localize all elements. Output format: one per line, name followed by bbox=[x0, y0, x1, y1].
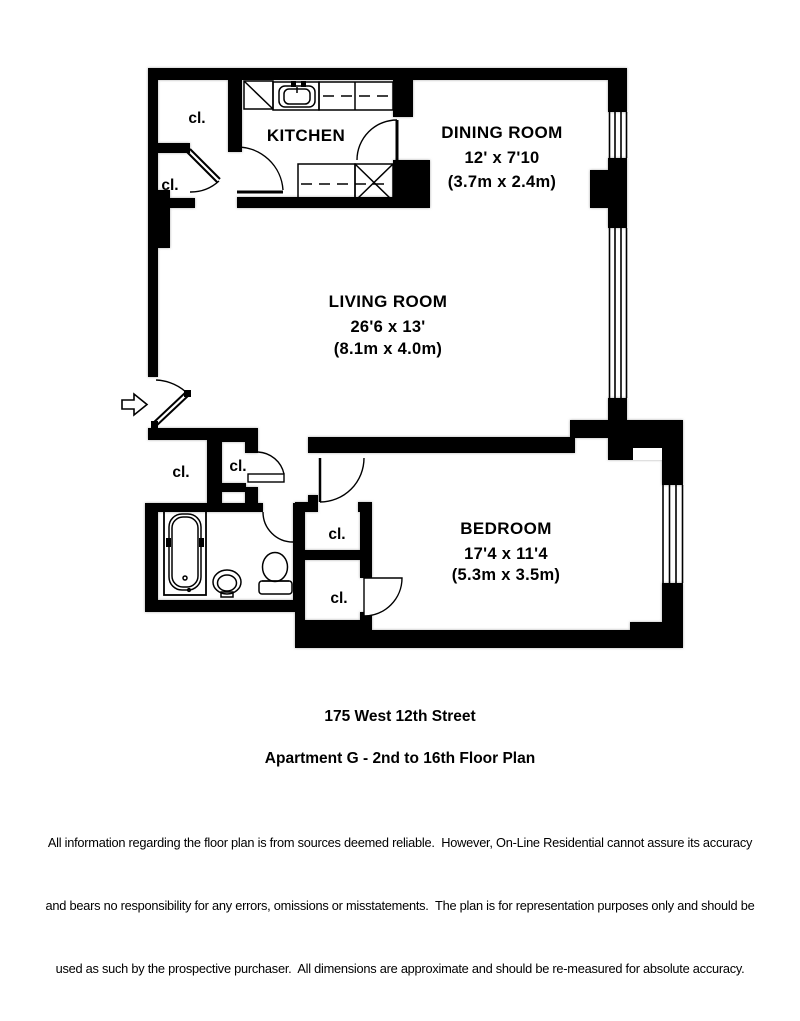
kitchen-dining-door bbox=[357, 120, 397, 160]
cabinet-diagonal bbox=[244, 81, 273, 109]
disclaimer-line-2: and bears no responsibility for any errors, omissions or misstatements. The plan is for representation purposes only and should be bbox=[45, 898, 755, 913]
disclaimer-line-3: used as such by the prospective purchaser. All dimensions are approximate and should be re-measured for absolute accuracy. bbox=[55, 961, 745, 976]
window-dining bbox=[610, 112, 627, 158]
living-dims-m: (8.1m x 4.0m) bbox=[333, 340, 443, 358]
wall-notch bbox=[633, 448, 662, 460]
dining-dims-m: (3.7m x 2.4m) bbox=[447, 173, 557, 191]
closet-label-foyer-1: cl. bbox=[172, 464, 190, 481]
disclaimer bbox=[12, 790, 788, 1021]
kitchen-label: KITCHEN bbox=[266, 126, 346, 145]
closet-bifold-door bbox=[187, 149, 220, 192]
foyer-closet-door bbox=[248, 452, 284, 482]
toilet-icon bbox=[259, 553, 292, 595]
bathroom-door bbox=[263, 512, 293, 542]
closet-label-foyer-2: cl. bbox=[229, 458, 247, 475]
entry-door bbox=[151, 380, 191, 428]
bedroom-dims-m: (5.3m x 3.5m) bbox=[451, 566, 561, 584]
closet-label-top-1: cl. bbox=[188, 110, 206, 127]
window-living bbox=[610, 228, 627, 398]
closet-label-bed-2: cl. bbox=[330, 590, 348, 607]
plan-title: Apartment G - 2nd to 16th Floor Plan bbox=[264, 750, 536, 767]
living-label: LIVING ROOM bbox=[328, 292, 448, 311]
bathtub-icon bbox=[164, 509, 206, 595]
window-bedroom bbox=[663, 485, 683, 583]
address: 175 West 12th Street bbox=[324, 708, 476, 725]
disclaimer-line-1: All information regarding the floor plan is from sources deemed reliable. However, On-Line Residential cannot assure its accuracy bbox=[47, 835, 753, 850]
dining-dims-ft: 12' x 7'10 bbox=[464, 149, 540, 167]
kitchen-counter-bottom bbox=[298, 164, 390, 201]
kitchen-sink bbox=[273, 81, 319, 110]
bedroom-label: BEDROOM bbox=[460, 519, 552, 538]
living-dims-ft: 26'6 x 13' bbox=[350, 318, 426, 336]
bedroom-closet-door bbox=[364, 578, 402, 616]
kitchen-door bbox=[237, 147, 283, 192]
bedroom-door bbox=[320, 458, 364, 502]
footer bbox=[0, 690, 800, 1021]
dining-label: DINING ROOM bbox=[441, 123, 563, 142]
closet-label-top-2: cl. bbox=[161, 177, 179, 194]
kitchen-counter-top bbox=[319, 82, 393, 110]
bedroom-dims-ft: 17'4 x 11'4 bbox=[464, 545, 548, 563]
bathroom-fixtures bbox=[164, 509, 292, 597]
closet-label-bed-1: cl. bbox=[328, 526, 346, 543]
stove-icon bbox=[355, 164, 393, 201]
entry-arrow-icon bbox=[122, 394, 147, 415]
sink-basin-icon bbox=[213, 570, 241, 597]
walls bbox=[145, 68, 683, 648]
